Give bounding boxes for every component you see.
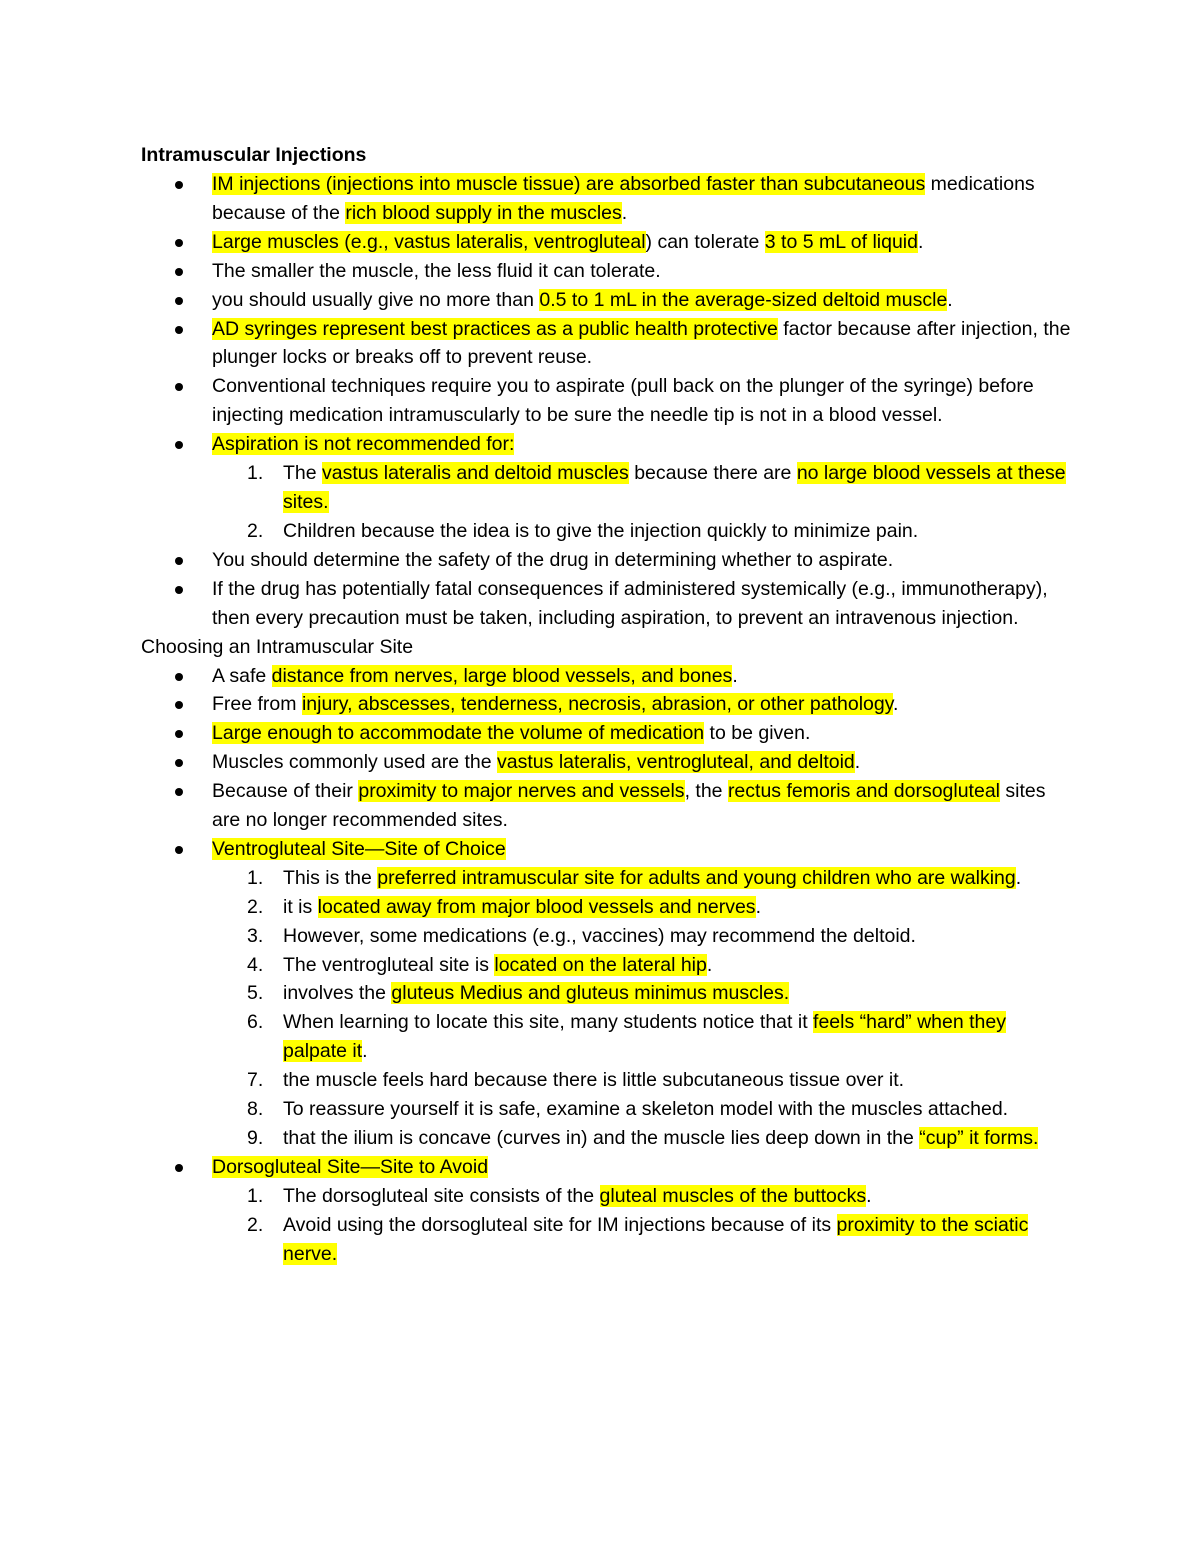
bullet-item	[141, 719, 1071, 748]
site-criteria-list	[141, 662, 1071, 1269]
highlighted-text: Large enough to accommodate the volume of medication	[212, 722, 705, 745]
section-title-intramuscular-injections: Intramuscular Injections	[141, 144, 367, 166]
numbered-item	[212, 1211, 1071, 1269]
highlighted-text: vastus lateralis, ventrogluteal, and deltoid	[497, 751, 855, 774]
numbered-item-text	[283, 896, 761, 918]
text-run: You should determine the safety of the drug in determining whether to aspirate.	[212, 548, 894, 571]
numbered-item-text	[283, 1185, 872, 1207]
text-run: that the ilium is concave (curves in) and the muscle lies deep down in the	[283, 1127, 920, 1149]
numbered-item	[212, 1124, 1071, 1153]
bullet-text	[212, 780, 1046, 831]
text-run: However, some medications (e.g., vaccines) may recommend the deltoid.	[283, 924, 916, 947]
numbered-item	[212, 459, 1071, 517]
text-run: The dorsogluteal site consists of the	[283, 1184, 600, 1207]
text-run: When learning to locate this site, many students notice that it	[283, 1011, 814, 1034]
numbered-item	[212, 1066, 1071, 1095]
highlighted-text: Dorsogluteal Site—Site to Avoid	[212, 1155, 489, 1178]
section-title-choosing-site: Choosing an Intramuscular Site	[141, 635, 414, 658]
numbered-item	[212, 922, 1071, 951]
text-run: sites are no longer recommended sites.	[212, 780, 1046, 832]
numbered-item-text	[283, 925, 916, 947]
bullet-item	[141, 372, 1071, 430]
text-run: because there are	[628, 462, 797, 485]
bullet-text	[212, 722, 810, 744]
highlighted-text: feels “hard” when they palpate it	[283, 1011, 1006, 1063]
bullet-text	[212, 838, 506, 860]
text-run: .	[947, 288, 953, 311]
text-run: The ventrogluteal site is	[283, 953, 495, 976]
numbered-item	[212, 893, 1071, 922]
item-number: 7.	[247, 1069, 264, 1092]
text-run: .	[621, 201, 628, 224]
bullet-text	[212, 578, 1048, 629]
item-number: 2.	[247, 519, 264, 542]
numbered-sublist	[212, 459, 1071, 546]
text-run: .	[755, 895, 761, 918]
bullet-text	[212, 318, 1070, 369]
item-number: 2.	[247, 1213, 264, 1236]
bullet-item	[141, 662, 1071, 691]
numbered-item-text	[283, 520, 918, 542]
numbered-item-text	[283, 1214, 1028, 1265]
item-number: 6.	[247, 1011, 264, 1034]
item-number: 5.	[247, 982, 264, 1005]
text-run: .	[893, 693, 899, 716]
text-run: Free from	[212, 693, 302, 716]
highlighted-text: Ventrogluteal Site—Site of Choice	[212, 837, 506, 860]
numbered-item-text	[283, 1069, 904, 1091]
highlighted-text: injury, abscesses, tenderness, necrosis, abrasion, or other pathology	[301, 693, 894, 716]
text-run: Avoid using the dorsogluteal site for IM injections because of its	[283, 1213, 837, 1236]
text-run: involves the	[283, 982, 392, 1005]
highlighted-text: located on the lateral hip	[494, 953, 707, 976]
text-run: This is the	[283, 866, 378, 889]
item-number: 1.	[247, 462, 264, 485]
numbered-item	[212, 1008, 1071, 1066]
text-run: Muscles commonly used are the	[212, 751, 498, 774]
numbered-item-text	[283, 462, 1066, 513]
bullet-text	[212, 665, 738, 687]
text-run: .	[732, 664, 738, 687]
numbered-item	[212, 1182, 1071, 1211]
highlighted-text: gluteus Medius and gluteus minimus muscles.	[391, 982, 790, 1005]
bullet-text	[212, 751, 860, 773]
bullet-item	[141, 777, 1071, 835]
numbered-item-text	[283, 1011, 1006, 1062]
bullet-text	[212, 173, 1035, 224]
numbered-item	[212, 864, 1071, 893]
highlighted-text: 3 to 5 mL of liquid	[764, 230, 918, 253]
highlighted-text: proximity to major nerves and vessels	[358, 780, 685, 803]
bullet-item	[141, 170, 1071, 228]
bullet-text	[212, 260, 661, 282]
text-run: , the	[684, 780, 728, 803]
text-run: you should usually give no more than	[212, 288, 540, 311]
numbered-item-text	[283, 1127, 1038, 1149]
numbered-item-text	[283, 867, 1021, 889]
text-run: to be given.	[704, 722, 811, 745]
bullet-text	[212, 231, 923, 253]
item-number: 8.	[247, 1098, 264, 1121]
highlighted-text: vastus lateralis and deltoid muscles	[322, 462, 629, 485]
item-number: 1.	[247, 866, 264, 889]
text-run: To reassure yourself it is safe, examine a skeleton model with the muscles attached.	[283, 1098, 1009, 1121]
highlighted-text: Large muscles (e.g., vastus lateralis, ventrogluteal	[212, 230, 646, 253]
bullet-text	[212, 375, 1034, 426]
text-run: the muscle feels hard because there is little subcutaneous tissue over it.	[283, 1069, 905, 1092]
text-run: A safe	[212, 664, 272, 687]
bullet-item	[141, 430, 1071, 546]
bullet-item	[141, 835, 1071, 1153]
text-run: ) can tolerate	[645, 230, 765, 253]
bullet-text	[212, 433, 514, 455]
highlighted-text: gluteal muscles of the buttocks	[599, 1184, 867, 1207]
document-body	[141, 141, 1071, 1269]
text-run: The smaller the muscle, the less fluid it can tolerate.	[212, 259, 661, 282]
bullet-text	[212, 549, 893, 571]
highlighted-text: located away from major blood vessels and nerves	[317, 895, 756, 918]
injection-facts-list	[141, 170, 1071, 633]
bullet-item	[141, 575, 1071, 633]
numbered-item-text	[283, 982, 789, 1004]
text-run: The	[283, 462, 323, 485]
item-number: 9.	[247, 1127, 264, 1149]
highlighted-text: rich blood supply in the muscles	[345, 201, 622, 224]
item-number: 1.	[247, 1184, 264, 1207]
text-run: .	[866, 1184, 872, 1207]
bullet-text	[212, 693, 898, 715]
numbered-item	[212, 1095, 1071, 1124]
bullet-text	[212, 289, 953, 311]
item-number: 2.	[247, 895, 264, 918]
highlighted-text: proximity to the sciatic nerve.	[283, 1213, 1029, 1265]
numbered-item-text	[283, 1098, 1008, 1120]
text-run: medications because of the	[212, 173, 1035, 224]
highlighted-text: no large blood vessels at these sites.	[283, 462, 1066, 513]
highlighted-text: rectus femoris and dorsogluteal	[727, 780, 1000, 803]
text-run: .	[706, 953, 713, 976]
highlighted-text: 0.5 to 1 mL in the average-sized deltoid muscle	[539, 288, 948, 311]
text-run: If the drug has potentially fatal consequences if administered systemically (e.g., immunotherapy), then every precaution must be taken, including aspiration, to prevent an intravenous injection.	[212, 577, 1048, 629]
text-run: .	[1015, 866, 1022, 889]
text-run: Children because the idea is to give the injection quickly to minimize pain.	[283, 519, 919, 542]
text-run: it is	[283, 895, 318, 918]
highlighted-text: AD syringes represent best practices as a public health protective	[212, 317, 778, 340]
text-run: .	[854, 751, 861, 774]
numbered-item	[212, 517, 1071, 546]
bullet-item	[141, 228, 1071, 257]
numbered-sublist	[212, 1182, 1071, 1269]
highlighted-text: distance from nerves, large blood vessels, and bones	[271, 664, 733, 687]
bullet-item	[141, 286, 1071, 315]
bullet-item	[141, 748, 1071, 777]
numbered-item	[212, 951, 1071, 980]
item-number: 3.	[247, 924, 264, 947]
text-run: Because of their	[212, 780, 359, 803]
bullet-item	[141, 690, 1071, 719]
bullet-item	[141, 315, 1071, 373]
highlighted-text: “cup” it forms.	[919, 1127, 1039, 1149]
numbered-item	[212, 979, 1071, 1008]
bullet-item	[141, 1153, 1071, 1269]
text-run: .	[362, 1040, 368, 1063]
text-run: .	[917, 230, 924, 253]
text-run: factor because after injection, the plunger locks or breaks off to prevent reuse.	[212, 317, 1071, 369]
bullet-text	[212, 1156, 488, 1178]
highlighted-text: preferred intramuscular site for adults and young children who are walking	[377, 866, 1016, 889]
numbered-item-text	[283, 954, 712, 976]
text-run: Conventional techniques require you to aspirate (pull back on the plunger of the syringe) before injecting medication intramuscularly to be sure the needle tip is not in a blood vessel.	[212, 375, 1034, 427]
item-number: 4.	[247, 953, 264, 976]
numbered-sublist	[212, 864, 1071, 1153]
bullet-item	[141, 546, 1071, 575]
bullet-item	[141, 257, 1071, 286]
highlighted-text: Aspiration is not recommended for:	[212, 433, 515, 456]
highlighted-text: IM injections (injections into muscle tissue) are absorbed faster than subcutaneous	[212, 173, 926, 195]
